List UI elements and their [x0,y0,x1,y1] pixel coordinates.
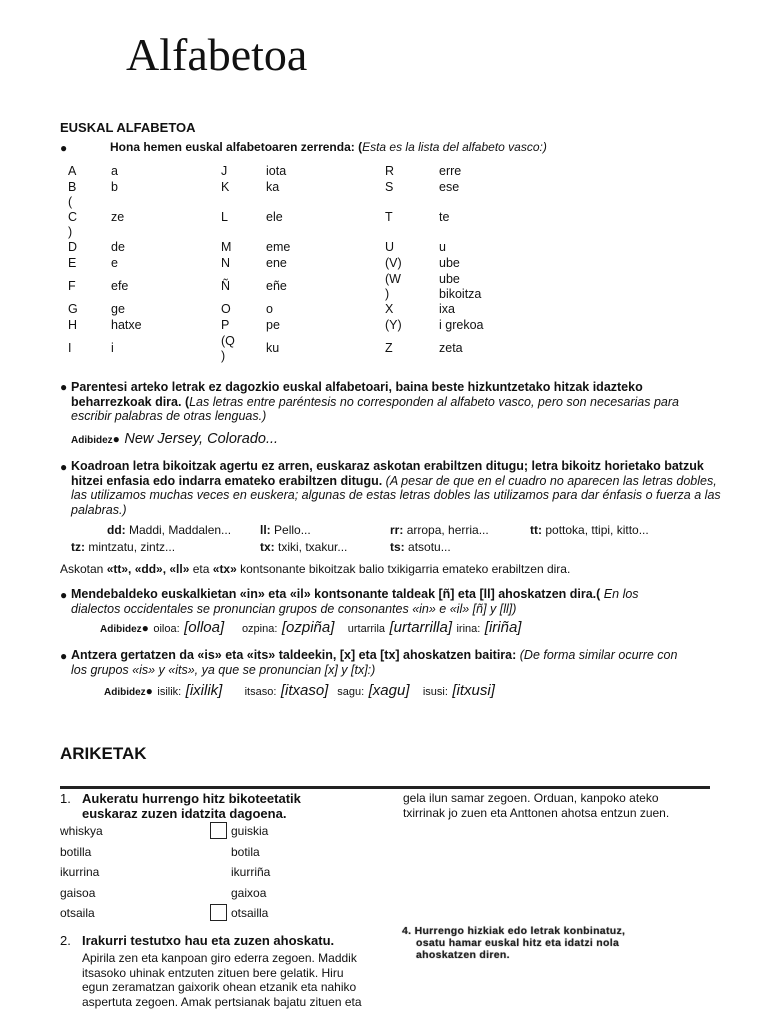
alphabet-row [68,240,519,256]
example-phonetic: [ozpiña] [281,619,335,636]
ex1-number: 1. [60,791,71,806]
ex2-continuation [403,791,669,820]
bullet: ● [145,684,153,698]
letter-name: o [266,302,273,317]
is-line1 [71,648,677,662]
western-examples [100,619,521,637]
letter: T [385,210,393,224]
pair-value: Pello... [274,523,311,537]
letter-name: a [111,164,118,179]
pair-tt [530,523,649,537]
ex1-option-a: otsaila [60,906,95,920]
ex2-heading: Irakurri testutxo hau eta zuzen ahoskatu. [82,933,335,948]
alphabet-row [68,256,519,272]
note-mid: eta [189,562,213,576]
letter-name: te [439,210,450,224]
bullet: ● [60,460,68,474]
alphabet-row [68,195,519,240]
letter-name: i [111,341,114,355]
letter-name: pe [266,317,280,332]
letter: A [68,164,77,179]
letter: Z [385,341,393,355]
letter-name: ene [266,255,287,270]
alphabet-row [68,333,519,364]
alphabet-row [68,164,519,180]
page-title: Alfabetoa [126,29,308,80]
ex1-option-a: botilla [60,845,92,859]
letter: Ñ [221,279,231,293]
pair-key: ll: [260,523,271,537]
letter-name: zeta [439,341,463,355]
pair-ll [260,523,311,537]
letter: (Q ) [221,333,235,363]
double-note [60,562,570,576]
example-phonetic: [urtarrilla] [389,619,453,636]
double-paragraph [71,459,721,517]
example-phonetic: [iriña] [484,619,522,636]
letter-name: iota [266,164,287,179]
alphabet-row [68,180,519,196]
pair-value: Maddi, Maddalen... [129,523,232,537]
pair-tz [71,540,175,554]
letter-name: ube bikoitza [439,271,482,301]
ex1-checkbox[interactable] [210,822,227,839]
letter-name: ze [111,210,125,224]
bullet: ● [60,380,68,394]
divider [60,786,710,789]
pair-value: txiki, txakur... [278,540,348,554]
letter: (W ) [385,271,401,301]
western-line2: dialectos occidentales se pronuncian grupos de consonantes «in» e «il» [ñ] y [ll]) [71,602,517,616]
example-phonetic: [itxusi] [452,682,495,699]
ex1-option-a: whiskya [60,824,103,838]
letter-name: ge [111,302,125,317]
ex1-option-a: ikurrina [60,865,100,879]
letter-name: eñe [266,279,287,293]
letter: X [385,302,394,317]
is-examples [104,682,495,700]
is-bold: Antzera gertatzen da «is» eta «its» taldeekin, [x] eta [tx] ahoskatzen baitira: [71,648,517,662]
letter-name: ka [266,179,280,194]
letter: L [221,210,228,224]
double-italic: (A pesar de que en el cuadro no aparecen las letras dobles, las utilizamos muchas veces en euskera; algunas de estas letras dobles las utilizamos para dar énfasis o fuerza a las palabras.) [71,473,721,517]
paren-example-text: New Jersey, Colorado... [124,431,279,447]
letter: D [68,240,78,255]
pair-key: tx: [260,540,275,554]
note-bold2: «tx» [212,562,237,576]
example-word: ozpina: [241,623,278,635]
ex4-line: osatu hamar euskal hitz eta idatzi nola [416,937,620,949]
pair-rr [390,523,489,537]
letter: N [221,255,231,270]
ex1-option-b: botila [231,845,260,859]
letter-name: efe [111,279,129,293]
letter-name: ele [266,210,283,224]
example-phonetic: [xagu] [368,682,410,699]
ex2-line: egun zeramatzan gaixorik ohean etzanik eta nahiko [82,980,357,994]
ex1-option-a: gaisoa [60,886,96,900]
ex1-option-b: guiskia [231,824,269,838]
bullet: ● [60,141,68,155]
list-intro-bold: Hona hemen euskal alfabetoaren zerrenda: ( [110,140,363,154]
pair-tx [260,540,347,554]
bullet: ● [141,621,149,635]
bullet: ● [60,649,68,663]
ex4-text [402,925,625,961]
letter: I [68,341,72,355]
ex1-option-b: ikurriña [231,865,271,879]
letter-name: eme [266,240,291,255]
letter: K [221,179,230,194]
letter: ( C ) [68,195,78,239]
letter: P [221,317,230,332]
letter-name: de [111,240,125,255]
ex2-line: Apirila zen eta kanpoan giro ederra zegoen. Maddik [82,951,357,965]
alphabet-row [68,318,519,334]
alphabet-grid [68,164,519,364]
ex1-text-line2: euskaraz zuzen idatzita dagoena. [82,806,287,821]
alphabet-table [68,164,519,364]
is-line2: los grupos «is» y «its», ya que se pronuncian [x] y [tx]:) [71,663,376,677]
is-italic1: (De forma similar ocurre con [516,648,678,662]
pair-key: rr: [390,523,404,537]
letter-name: hatxe [111,317,142,332]
example-word: isusi: [422,686,448,698]
letter: (Y) [385,317,402,332]
example-phonetic: [olloa] [184,619,225,636]
example-word: urtarrila [347,623,386,635]
double-bold: Koadroan letra bikoitzak agertu ez arren, euskaraz askotan erabiltzen ditugu; letra bikoitz horietako batzuk hitzei enfasia edo indarra emateko erabiltzen ditugu. [71,459,704,488]
letter: M [221,240,232,255]
pair-value: pottoka, ttipi, kitto... [545,523,649,537]
pair-value: mintzatu, zintz... [88,540,176,554]
letter-name: i grekoa [439,317,484,332]
ex2-number: 2. [60,933,71,948]
ex2-line: itsasoko uhinak entzuten zituen bere gelatik. Hiru [82,965,344,980]
ex4-line: ahoskatzen diren. [416,949,510,961]
pair-key: tt: [530,523,542,537]
paren-bold: Parentesi arteko letrak ez dagozkio euskal alfabetoari, baina beste hizkuntzetako hitzak idazteko beharrezkoak dira. ( [71,380,643,409]
example-word: sagu: [337,686,365,698]
letter-name: ixa [439,302,455,317]
bullet: ● [112,432,120,446]
western-italic1: En los [600,587,639,601]
alphabet-row [68,302,519,318]
list-intro [110,140,547,154]
ex1-option-b: gaixoa [231,886,267,900]
letter: J [221,164,228,179]
paren-example [71,430,278,448]
example-phonetic: [itxaso] [280,682,329,699]
letter: E [68,255,77,270]
adibidez-label: Adibidez [104,687,146,698]
note-bold: «tt», «dd», «ll» [106,562,190,576]
letter: R [385,164,395,179]
letter-name: u [439,240,446,255]
letter: U [385,240,395,255]
letter: H [68,317,78,332]
pair-key: dd: [107,523,126,537]
note-post: kontsonante bikoitzak balio txikigarria emateko erabiltzen dira. [236,562,571,576]
pair-ts [390,540,451,554]
bullet: ● [60,588,68,602]
letter-name: ku [266,341,280,355]
adibidez-label: Adibidez [100,624,142,635]
ex2-line: aspertuta zegoen. Amak pertsianak bajatu zituen eta [82,994,362,1009]
ex2-line: gela ilun samar zegoen. Orduan, kanpoko ateko [403,791,659,805]
pair-key: ts: [390,540,405,554]
letter-name: ube [439,255,460,270]
letter: F [68,279,76,293]
pair-value: atsotu... [408,540,451,554]
ex2-line: txirrinak jo zuen eta Anttonen ahotsa entzun zuen. [403,805,670,820]
letter: (V) [385,255,402,270]
letter: S [385,179,394,194]
letter: O [221,302,231,317]
pair-dd [107,523,231,537]
example-phonetic: [ixilik] [185,682,223,699]
letter: B [68,179,77,194]
example-word: itsaso: [244,686,277,698]
western-bold: Mendebaldeko euskalkietan «in» eta «il» kontsonante taldeak [ñ] eta [ll] ahoskatzen dira.( [71,587,601,601]
alphabet-row [68,271,519,302]
letter-name: e [111,255,118,270]
example-word: oiloa: [153,623,180,635]
example-word: irina: [456,623,481,635]
ex2-text [82,951,362,1009]
letter: G [68,302,78,317]
adibidez-label: Adibidez [71,435,113,446]
ex1-text-line1: Aukeratu hurrengo hitz bikoteetatik [82,791,301,806]
ex1-option-b: otsailla [231,906,269,920]
paren-paragraph [71,380,721,424]
example-word: isilik: [157,686,182,698]
ex4-line: 4. Hurrengo hizkiak edo letrak konbinatuz, [402,925,626,937]
letter-name: ese [439,179,460,194]
letter-name: erre [439,164,462,179]
exercises-heading: ARIKETAK [60,744,147,763]
note-pre: Askotan [60,562,107,576]
letter-name: b [111,179,118,194]
western-line1 [71,587,639,601]
section-heading: EUSKAL ALFABETOA [60,120,196,135]
pair-key: tz: [71,540,85,554]
ex1-checkbox[interactable] [210,904,227,921]
list-intro-italic: Esta es la lista del alfabeto vasco:) [362,140,547,154]
pair-value: arropa, herria... [406,523,489,537]
paren-italic: Las letras entre paréntesis no corresponden al alfabeto vasco, pero son necesarias para escribir palabras de otras lenguas.) [71,394,679,423]
